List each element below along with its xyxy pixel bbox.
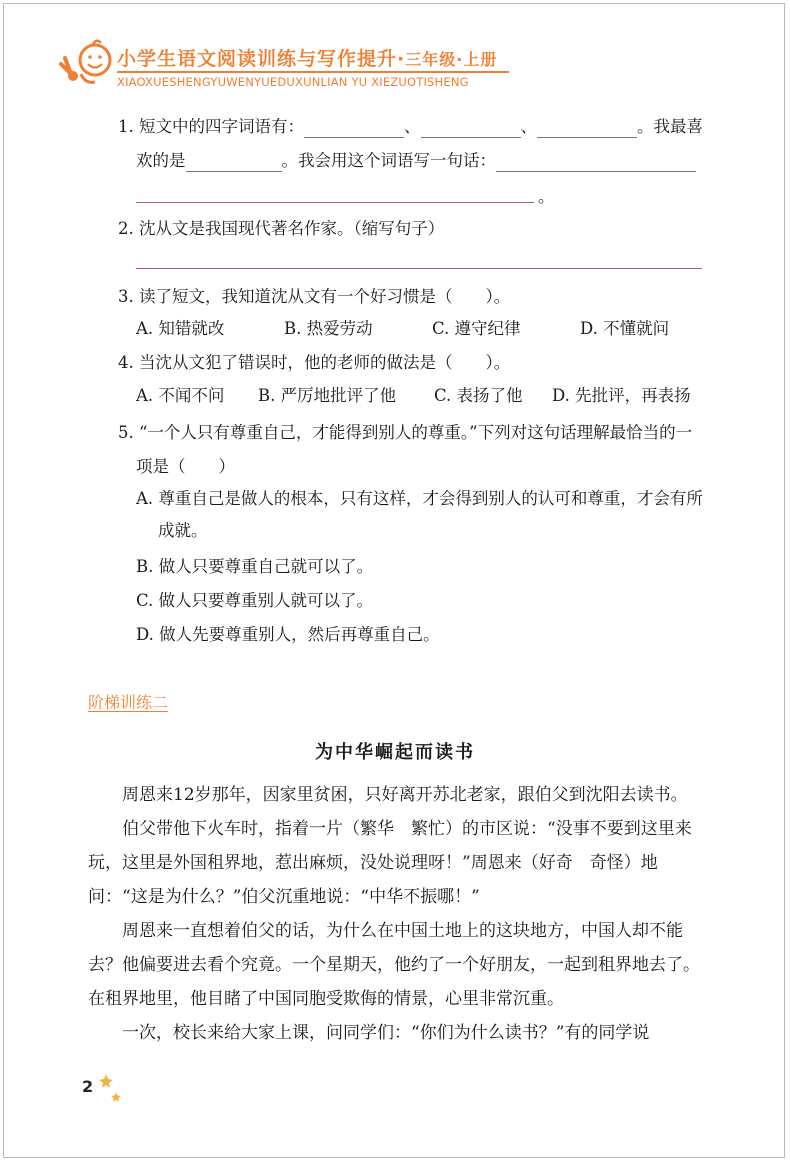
header-title: 小学生语文阅读训练与写作提升·三年级·上册 — [117, 48, 498, 70]
question-3: 3. 读了短文，我知道沈从文有一个好习惯是（ ）。 — [118, 287, 511, 306]
section-label: 阶梯训练二 — [88, 693, 169, 712]
answer-blank[interactable] — [537, 121, 637, 138]
question-4-option-a[interactable]: A. 不闻不问 — [136, 386, 225, 405]
question-1-end: 。 — [538, 187, 555, 206]
question-5-option-c[interactable]: C. 做人只要尊重别人就可以了。 — [136, 591, 374, 610]
question-3-option-d[interactable]: D. 不懂就问 — [580, 319, 670, 338]
answer-blank[interactable] — [421, 121, 521, 138]
header-subtitle: XIAOXUESHENGYUWENYUEDUXUNLIAN YU XIEZUOTISHENG — [117, 75, 469, 89]
page-number: 2 — [82, 1077, 94, 1096]
passage-paragraph-4: 一次，校长来给大家上课，问同学们：“你们为什么读书？”有的同学说 — [122, 1023, 650, 1043]
smiling-sun-mascot-icon — [55, 38, 119, 90]
question-4: 4. 当沈从文犯了错误时，他的老师的做法是（ ）。 — [118, 353, 511, 372]
book-header — [55, 38, 515, 98]
answer-blank[interactable] — [496, 155, 696, 172]
question-5-line-1: 5. “一个人只有尊重自己，才能得到别人的尊重。”下列对这句话理解最恰当的一 — [118, 423, 693, 442]
question-4-option-d[interactable]: D. 先批评，再表扬 — [552, 386, 691, 405]
question-4-option-c[interactable]: C. 表扬了他 — [434, 386, 523, 405]
question-2: 2. 沈从文是我国现代著名作家。（缩写句子） — [118, 219, 445, 238]
passage-paragraph-1: 周恩来12岁那年，因家里贫困，只好离开苏北老家，跟伯父到沈阳去读书。 — [122, 785, 688, 805]
question-5-option-b[interactable]: B. 做人只要尊重自己就可以了。 — [136, 557, 374, 576]
passage-paragraph-3: 周恩来一直想着伯父的话，为什么在中国土地上的这块地方，中国人却不能去？他偏要进去看个究竟。一个星期天，他约了一个好朋友，一起到租界地去了。在租界地里，他目睹了中国同胞受欺侮的情景，心里非常沉重。 — [88, 921, 700, 1009]
passage-paragraph-2: 伯父带他下火车时，指着一片（繁华 繁忙）的市区说：“没事不要到这里来玩，这里是外国租界地，惹出麻烦，没处说理呀！”周恩来（好奇 奇怪）地问：“这是为什么？”伯父沉重地说：“中华不振哪！” — [88, 819, 692, 907]
question-4-option-b[interactable]: B. 严厉地批评了他 — [258, 386, 397, 405]
question-3-option-c[interactable]: C. 遵守纪律 — [432, 319, 521, 338]
answer-line[interactable] — [136, 202, 534, 203]
header-underline — [117, 71, 509, 73]
answer-blank[interactable] — [186, 155, 282, 172]
answer-blank[interactable] — [304, 121, 404, 138]
question-5-option-a-cont: 成就。 — [158, 521, 208, 540]
question-3-option-a[interactable]: A. 知错就改 — [136, 319, 225, 338]
question-5-option-a[interactable]: A. 尊重自己是做人的根本，只有这样，才会得到别人的认可和尊重，才会有所 — [136, 489, 703, 508]
question-1-line-2: 欢的是 。我会用这个词语写一句话： — [136, 150, 696, 172]
answer-line[interactable] — [136, 268, 702, 269]
question-1-line-1: 1. 短文中的四字词语有： 、 、 。我最喜 — [118, 117, 703, 136]
crescent-moon-icon — [36, 1062, 126, 1122]
question-5-line-2: 项是（ ） — [136, 457, 235, 476]
passage-title: 为中华崛起而读书 — [315, 742, 475, 763]
question-3-option-b[interactable]: B. 热爱劳动 — [284, 319, 373, 338]
question-5-option-d[interactable]: D. 做人先要尊重别人，然后再尊重自己。 — [136, 625, 440, 644]
